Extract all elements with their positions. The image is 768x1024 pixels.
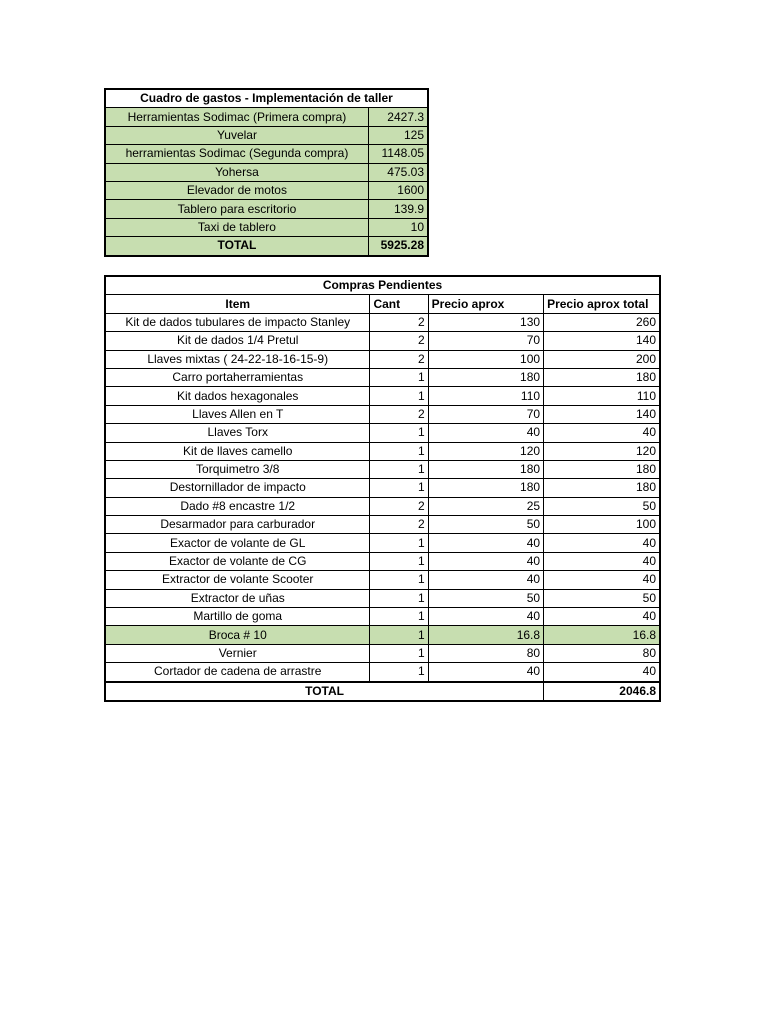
gastos-total-value: 5925.28 — [368, 237, 428, 256]
pendientes-cant: 2 — [370, 516, 428, 534]
pendientes-cant: 1 — [370, 387, 428, 405]
pendientes-row — [105, 479, 660, 497]
header-precio: Precio aprox — [428, 295, 543, 313]
pendientes-cant: 1 — [370, 479, 428, 497]
pendientes-item: Exactor de volante de CG — [105, 552, 370, 570]
header-cant: Cant — [370, 295, 428, 313]
pendientes-total: 260 — [544, 313, 660, 331]
gastos-body — [105, 89, 428, 256]
pendientes-cant: 2 — [370, 497, 428, 515]
gastos-row — [105, 218, 428, 236]
gastos-item: Taxi de tablero — [105, 218, 368, 236]
pendientes-item: Kit de dados tubulares de impacto Stanley — [105, 313, 370, 331]
pendientes-precio: 25 — [428, 497, 543, 515]
pendientes-total: 180 — [544, 368, 660, 386]
pendientes-precio: 130 — [428, 313, 543, 331]
pendientes-total: 120 — [544, 442, 660, 460]
pendientes-item: Desarmador para carburador — [105, 516, 370, 534]
pendientes-row — [105, 626, 660, 644]
gastos-amount: 139.9 — [368, 200, 428, 218]
pendientes-total-row — [105, 682, 660, 701]
header-total: Precio aprox total — [544, 295, 660, 313]
pendientes-total: 40 — [544, 608, 660, 626]
pendientes-cant: 1 — [370, 644, 428, 662]
pendientes-header-row — [105, 295, 660, 313]
gastos-amount: 1600 — [368, 181, 428, 199]
pendientes-precio: 40 — [428, 534, 543, 552]
pendientes-row — [105, 460, 660, 478]
pendientes-cant: 1 — [370, 571, 428, 589]
pendientes-precio: 180 — [428, 460, 543, 478]
pendientes-total: 110 — [544, 387, 660, 405]
pendientes-precio: 70 — [428, 332, 543, 350]
pendientes-total-label: TOTAL — [105, 682, 544, 701]
pendientes-total: 140 — [544, 332, 660, 350]
pendientes-total: 40 — [544, 534, 660, 552]
gastos-amount: 10 — [368, 218, 428, 236]
gastos-item: Herramientas Sodimac (Primera compra) — [105, 108, 368, 126]
pendientes-total: 40 — [544, 552, 660, 570]
pendientes-precio: 16.8 — [428, 626, 543, 644]
pendientes-cant: 1 — [370, 534, 428, 552]
pendientes-item: Cortador de cadena de arrastre — [105, 663, 370, 682]
pendientes-precio: 40 — [428, 424, 543, 442]
pendientes-item: Kit dados hexagonales — [105, 387, 370, 405]
pendientes-row — [105, 571, 660, 589]
pendientes-total: 80 — [544, 644, 660, 662]
pendientes-item: Carro portaherramientas — [105, 368, 370, 386]
pendientes-total: 200 — [544, 350, 660, 368]
pendientes-row — [105, 534, 660, 552]
pendientes-title-row — [105, 276, 660, 295]
pendientes-body — [105, 276, 660, 701]
pendientes-item: Llaves Torx — [105, 424, 370, 442]
pendientes-total-value: 2046.8 — [544, 682, 660, 701]
pendientes-row — [105, 608, 660, 626]
gastos-item: Yohersa — [105, 163, 368, 181]
gastos-item: Elevador de motos — [105, 181, 368, 199]
pendientes-cant: 1 — [370, 460, 428, 478]
pendientes-row — [105, 497, 660, 515]
pendientes-row — [105, 405, 660, 423]
pendientes-item: Vernier — [105, 644, 370, 662]
pendientes-precio: 180 — [428, 479, 543, 497]
gastos-item: Tablero para escritorio — [105, 200, 368, 218]
pendientes-item: Martillo de goma — [105, 608, 370, 626]
pendientes-row — [105, 387, 660, 405]
pendientes-cant: 2 — [370, 405, 428, 423]
pendientes-title: Compras Pendientes — [105, 276, 660, 295]
pendientes-row — [105, 552, 660, 570]
pendientes-precio: 80 — [428, 644, 543, 662]
pendientes-cant: 2 — [370, 350, 428, 368]
gastos-item: Yuvelar — [105, 126, 368, 144]
pendientes-item: Destornillador de impacto — [105, 479, 370, 497]
gastos-row — [105, 181, 428, 199]
gastos-amount: 125 — [368, 126, 428, 144]
gastos-amount: 1148.05 — [368, 145, 428, 163]
pendientes-total: 40 — [544, 663, 660, 682]
pendientes-precio: 110 — [428, 387, 543, 405]
pendientes-cant: 1 — [370, 552, 428, 570]
pendientes-cant: 2 — [370, 313, 428, 331]
pendientes-precio: 40 — [428, 552, 543, 570]
pendientes-item: Broca # 10 — [105, 626, 370, 644]
gastos-row — [105, 145, 428, 163]
pendientes-total: 16.8 — [544, 626, 660, 644]
gastos-row — [105, 108, 428, 126]
gastos-total-label: TOTAL — [105, 237, 368, 256]
pendientes-cant: 1 — [370, 663, 428, 682]
pendientes-item: Extractor de volante Scooter — [105, 571, 370, 589]
pendientes-total: 50 — [544, 589, 660, 607]
pendientes-cant: 2 — [370, 332, 428, 350]
pendientes-row — [105, 424, 660, 442]
pendientes-cant: 1 — [370, 424, 428, 442]
gastos-total-row — [105, 237, 428, 256]
pendientes-precio: 180 — [428, 368, 543, 386]
pendientes-precio: 40 — [428, 571, 543, 589]
pendientes-item: Kit de dados 1/4 Pretul — [105, 332, 370, 350]
pendientes-item: Llaves mixtas ( 24-22-18-16-15-9) — [105, 350, 370, 368]
pendientes-total: 40 — [544, 571, 660, 589]
pendientes-precio: 40 — [428, 608, 543, 626]
pendientes-total: 140 — [544, 405, 660, 423]
gastos-item: herramientas Sodimac (Segunda compra) — [105, 145, 368, 163]
pendientes-total: 40 — [544, 424, 660, 442]
pendientes-table — [104, 275, 661, 702]
pendientes-precio: 120 — [428, 442, 543, 460]
pendientes-row — [105, 332, 660, 350]
pendientes-row — [105, 313, 660, 331]
header-item: Item — [105, 295, 370, 313]
pendientes-row — [105, 442, 660, 460]
pendientes-row — [105, 350, 660, 368]
pendientes-cant: 1 — [370, 608, 428, 626]
pendientes-cant: 1 — [370, 589, 428, 607]
pendientes-item: Extractor de uñas — [105, 589, 370, 607]
pendientes-row — [105, 516, 660, 534]
gastos-row — [105, 163, 428, 181]
pendientes-row — [105, 589, 660, 607]
pendientes-item: Kit de llaves camello — [105, 442, 370, 460]
pendientes-precio: 40 — [428, 663, 543, 682]
pendientes-row — [105, 368, 660, 386]
gastos-row — [105, 126, 428, 144]
pendientes-total: 100 — [544, 516, 660, 534]
pendientes-item: Torquimetro 3/8 — [105, 460, 370, 478]
pendientes-precio: 50 — [428, 516, 543, 534]
pendientes-total: 180 — [544, 460, 660, 478]
gastos-row — [105, 200, 428, 218]
pendientes-item: Llaves Allen en T — [105, 405, 370, 423]
pendientes-total: 180 — [544, 479, 660, 497]
pendientes-total: 50 — [544, 497, 660, 515]
pendientes-item: Dado #8 encastre 1/2 — [105, 497, 370, 515]
pendientes-cant: 1 — [370, 442, 428, 460]
gastos-table — [104, 88, 429, 257]
pendientes-item: Exactor de volante de GL — [105, 534, 370, 552]
pendientes-row — [105, 663, 660, 682]
pendientes-cant: 1 — [370, 626, 428, 644]
pendientes-precio: 70 — [428, 405, 543, 423]
gastos-title-row — [105, 89, 428, 108]
gastos-title: Cuadro de gastos - Implementación de taller — [105, 89, 428, 108]
pendientes-precio: 50 — [428, 589, 543, 607]
pendientes-cant: 1 — [370, 368, 428, 386]
pendientes-precio: 100 — [428, 350, 543, 368]
pendientes-row — [105, 644, 660, 662]
gastos-amount: 2427.3 — [368, 108, 428, 126]
gastos-amount: 475.03 — [368, 163, 428, 181]
